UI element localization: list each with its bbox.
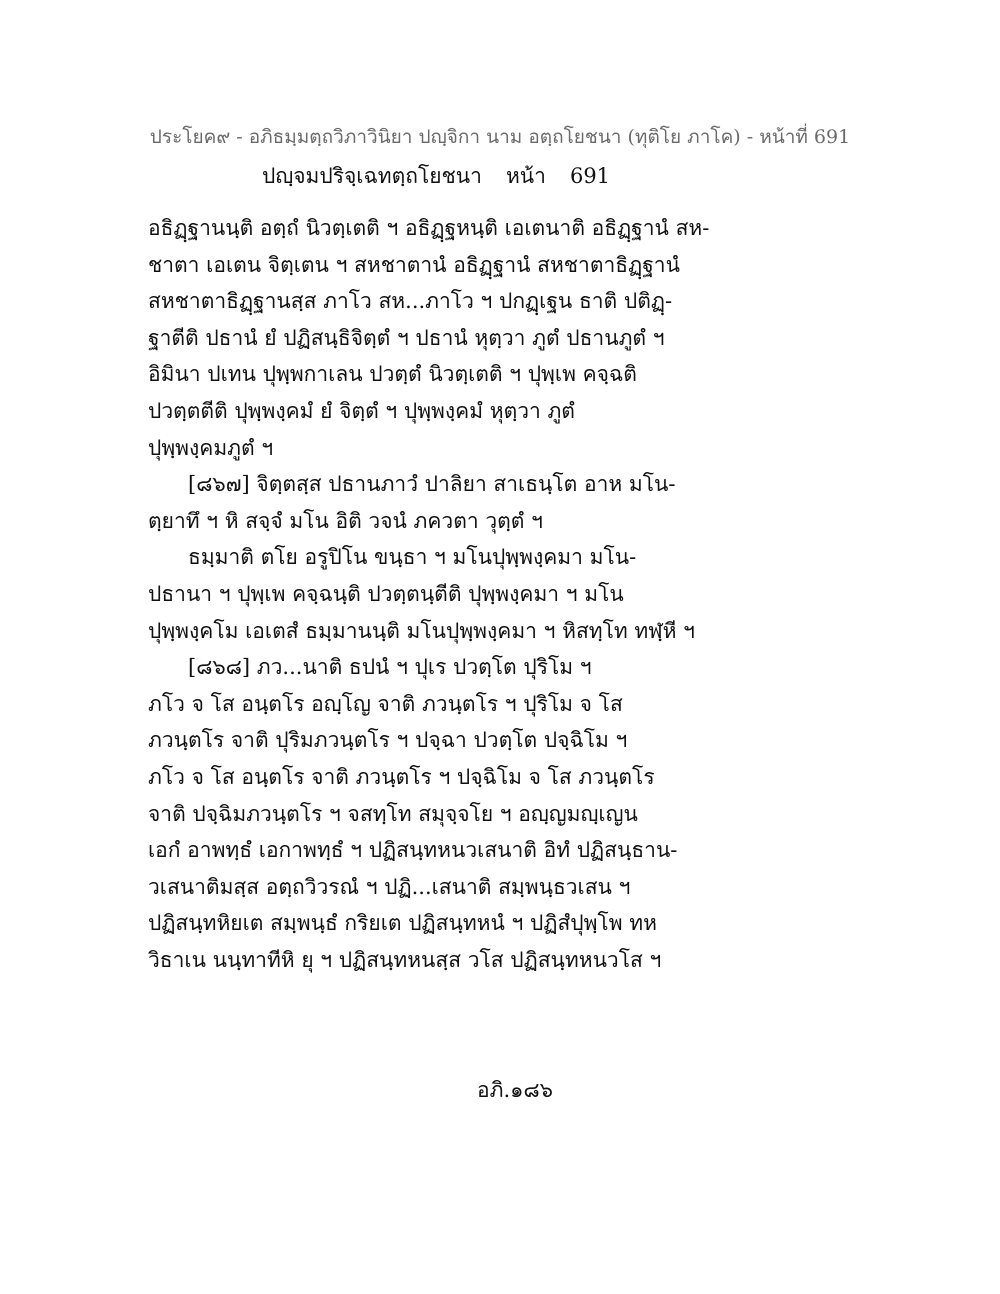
text-line: ภวนฺตโร จาติ ปุริมภวนฺตโร ฯ ปจฺฉา ปวตฺโต ปจฺฉิโม ฯ — [148, 728, 628, 753]
text-line: จาติ ปจฺฉิมภวนฺตโร ฯ จสทฺโท สมุจฺจโย ฯ อญฺญมญฺเญน — [148, 801, 638, 826]
paragraph-start: ธมฺมาติ ตโย อรูปิโน ขนฺธา ฯ มโนปุพฺพงฺคมา มโน- — [188, 545, 637, 570]
text-line: ภโว จ โส อนฺตโร อญฺโญ จาติ ภวนฺตโร ฯ ปุริโม จ โส — [148, 691, 623, 716]
paragraph-start-868: [๘๖๘] ภว...นาติ ธปนํ ฯ ปุเร ปวตฺโต ปุริโม ฯ — [188, 655, 592, 680]
page-number: 691 — [569, 164, 611, 188]
text-line: ตฺยาทึ ฯ หิ สจฺจํ มโน อิติ วจนํ ภควตา วุตฺตํ ฯ — [148, 508, 543, 533]
text-line: ฐาตีติ ปธานํ ยํ ปฏิสนฺธิจิตฺตํ ฯ ปธานํ หุตฺวา ภูตํ ปธานภูตํ ฯ — [148, 325, 665, 350]
footer-reference: อภิ.๑๘๖ — [477, 1078, 553, 1102]
text-line: ปวตฺตตีติ ปุพฺพงฺคมํ ยํ จิตฺตํ ฯ ปุพฺพงฺคมํ หุตฺวา ภูตํ — [148, 398, 575, 423]
running-header: ประโยค๙ - อภิธมฺมตฺถวิภาวินิยา ปญฺจิกา นาม อตฺถโยชนา (ทุติโย ภาโค) - หน้าที่ 691 — [149, 126, 851, 148]
text-line: ปฏิสนฺทหิยเต สมฺพนฺธํ กริยเต ปฏิสนฺทหนํ ฯ ปฏิสํปุพฺโพ ทห — [148, 911, 657, 936]
text-line: อิมินา ปเทน ปุพฺพกาเลน ปวตฺตํ นิวตฺเตติ ฯ ปุพฺเพ คจฺฉติ — [148, 362, 637, 387]
section-title: ปญฺจมปริจฺเฉทตฺถโยชนา — [262, 164, 482, 188]
text-line: ปธานา ฯ ปุพฺเพ คจฺฉนฺติ ปวตฺตนฺตีติ ปุพฺพงฺคมา ฯ มโน — [148, 581, 624, 606]
paragraph-start-867: [๘๖๗] จิตฺตสฺส ปธานภาวํ ปาลิยา สาเธนฺโต อาห มโน- — [188, 472, 676, 497]
text-line: อธิฏฺฐานนฺติ อตฺถํ นิวตฺเตติ ฯ อธิฏฺฐหนฺติ เอเตนาติ อธิฏฺฐานํ สห- — [148, 216, 710, 240]
page-heading — [262, 160, 610, 193]
text-line: ภโว จ โส อนฺตโร จาติ ภวนฺตโร ฯ ปจฺฉิโม จ โส ภวนฺตโร — [148, 764, 655, 789]
text-line: สหชาตาธิฏฺฐานสฺส ภาโว สห...ภาโว ฯ ปกฏฺเฐน ธาติ ปติฏฺ- — [148, 289, 673, 314]
page-label: หน้า — [505, 164, 546, 188]
text-line: วเสนาติมสฺส อตฺถวิวรณํ ฯ ปฏิ...เสนาติ สมฺพนฺธวเสน ฯ — [148, 874, 631, 899]
text-line: ชาตา เอเตน จิตฺเตน ฯ สหชาตานํ อธิฏฺฐานํ สหชาตาธิฏฺฐานํ — [148, 252, 680, 277]
text-line: ปุพฺพงฺคโม เอเตสํ ธมฺมานนฺติ มโนปุพฺพงฺคมา ฯ หิสทฺโท ทฬฺหี ฯ — [148, 618, 695, 643]
text-line: เอกํ อาพทฺธํ เอกาพทฺธํ ฯ ปฏิสนฺทหนวเสนาติ อิทํ ปฏิสนฺธาน- — [148, 838, 678, 863]
body-text — [148, 210, 708, 978]
text-line: วิธาเน นนฺทาทีหิ ยุ ฯ ปฏิสนฺทหนสฺส วโส ปฏิสนฺทหนวโส ฯ — [148, 947, 662, 972]
text-line: ปุพฺพงฺคมภูตํ ฯ — [148, 435, 274, 460]
